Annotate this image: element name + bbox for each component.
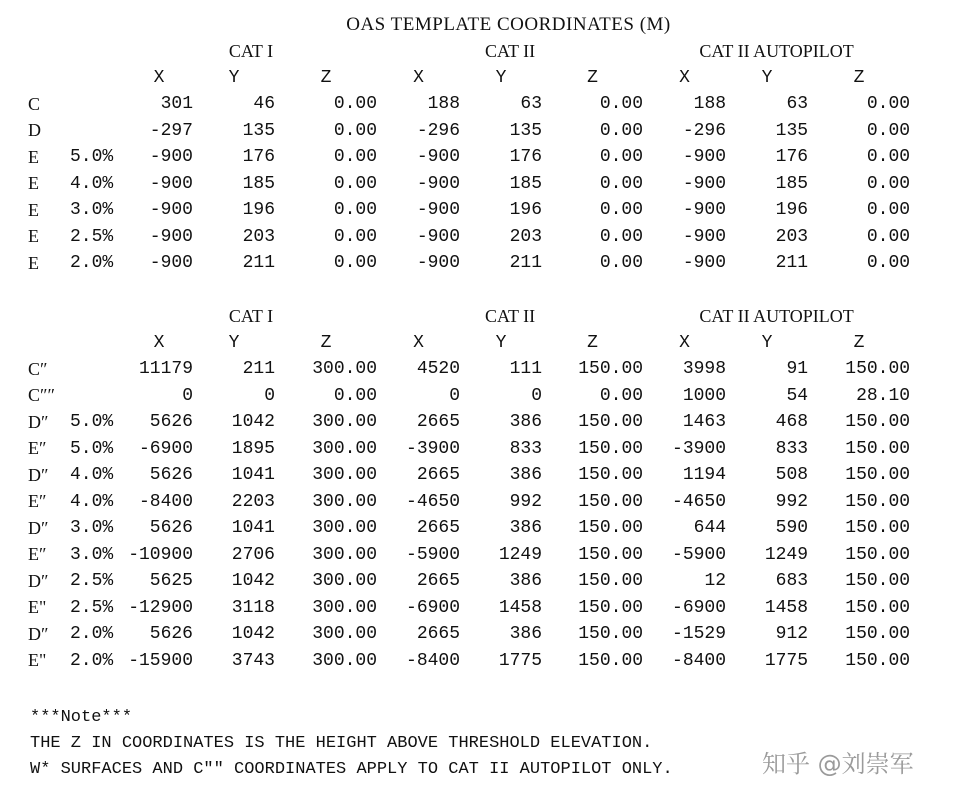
coordinate-value: 0.00 bbox=[333, 120, 378, 141]
coordinate-value: 203 bbox=[775, 226, 809, 247]
spacer bbox=[910, 144, 967, 171]
coordinate-value: 590 bbox=[775, 518, 809, 539]
axis-header: X bbox=[153, 67, 165, 88]
coordinate-value: -900 bbox=[682, 253, 727, 274]
gradient-percent: 2.0% bbox=[70, 624, 114, 645]
coordinate-value: 0.00 bbox=[866, 200, 911, 221]
axis-header: Y bbox=[495, 332, 507, 353]
point-label: E" bbox=[28, 650, 47, 671]
coordinate-value: -5900 bbox=[406, 544, 461, 565]
coordinate-value: 0.00 bbox=[599, 120, 644, 141]
coordinate-value: -5900 bbox=[672, 544, 727, 565]
coordinate-value: 3118 bbox=[231, 597, 275, 618]
coordinate-value: 1041 bbox=[231, 518, 275, 539]
axis-header: Y bbox=[228, 67, 240, 88]
spacer bbox=[910, 383, 967, 410]
gradient-percent: 2.5% bbox=[70, 226, 114, 247]
coordinate-value: -900 bbox=[682, 147, 727, 168]
gradient-percent bbox=[70, 118, 125, 145]
gradient-percent: 5.0% bbox=[70, 438, 114, 459]
coordinate-value: 300.00 bbox=[312, 650, 378, 671]
gradient-percent: 2.0% bbox=[70, 650, 114, 671]
spacer bbox=[910, 489, 967, 516]
table-row bbox=[0, 383, 967, 410]
coordinate-value: 300.00 bbox=[312, 597, 378, 618]
coordinate-value: 176 bbox=[509, 147, 543, 168]
gradient-percent: 4.0% bbox=[70, 491, 114, 512]
coordinate-value: -900 bbox=[149, 147, 193, 168]
coordinate-value: 176 bbox=[775, 147, 809, 168]
coordinate-value: 2665 bbox=[416, 412, 461, 433]
point-label: C″ bbox=[28, 358, 48, 379]
coordinate-value: 0.00 bbox=[599, 173, 644, 194]
coordinate-value: -900 bbox=[149, 226, 193, 247]
coordinate-value: 0.00 bbox=[866, 120, 911, 141]
coordinate-value: 54 bbox=[786, 385, 809, 406]
coordinate-value: 1249 bbox=[498, 544, 543, 565]
point-label: E" bbox=[28, 597, 47, 618]
table-row bbox=[0, 250, 967, 277]
coordinate-value: -900 bbox=[149, 253, 193, 274]
coordinate-value: 188 bbox=[693, 94, 727, 115]
group-header: CAT I bbox=[228, 40, 274, 61]
coordinate-value: -900 bbox=[682, 173, 727, 194]
coordinate-value: 644 bbox=[693, 518, 727, 539]
watermark: 知乎 @刘崇军 bbox=[762, 750, 914, 778]
coordinate-value: -15900 bbox=[128, 650, 193, 671]
coordinate-value: 150.00 bbox=[845, 544, 911, 565]
table-row bbox=[0, 462, 967, 489]
coordinate-value: 992 bbox=[775, 491, 809, 512]
gradient-percent: 4.0% bbox=[70, 173, 114, 194]
coordinate-value: 0.00 bbox=[599, 147, 644, 168]
coordinate-value: 150.00 bbox=[578, 438, 644, 459]
coordinate-value: 28.10 bbox=[856, 385, 911, 406]
axis-header: Z bbox=[320, 67, 332, 88]
coordinate-value: -297 bbox=[149, 120, 193, 141]
spacer bbox=[910, 621, 967, 648]
coordinate-value: 833 bbox=[509, 438, 543, 459]
coordinate-value: 150.00 bbox=[845, 518, 911, 539]
coordinate-value: 211 bbox=[242, 359, 275, 380]
gradient-percent: 3.0% bbox=[70, 544, 114, 565]
coordinate-value: 0 bbox=[449, 385, 461, 406]
coordinate-value: -4650 bbox=[672, 491, 727, 512]
coordinate-value: 0.00 bbox=[599, 226, 644, 247]
spacer bbox=[910, 356, 967, 383]
spacer bbox=[910, 250, 967, 277]
table-row bbox=[0, 595, 967, 622]
coordinate-value: -8400 bbox=[406, 650, 461, 671]
coordinate-value: 300.00 bbox=[312, 518, 378, 539]
gradient-percent: 5.0% bbox=[70, 412, 114, 433]
axis-header-row bbox=[0, 330, 967, 357]
coordinate-value: 0.00 bbox=[866, 173, 911, 194]
coordinate-value: 0.00 bbox=[599, 253, 644, 274]
coordinate-value: 176 bbox=[242, 147, 275, 168]
coordinate-value: 150.00 bbox=[845, 571, 911, 592]
point-label: C bbox=[28, 93, 41, 114]
coordinate-value: 150.00 bbox=[845, 650, 911, 671]
coordinate-value: 386 bbox=[509, 412, 543, 433]
coordinate-value: 1042 bbox=[231, 571, 275, 592]
coordinate-value: 1458 bbox=[764, 597, 809, 618]
coordinate-value: -900 bbox=[149, 200, 193, 221]
coordinate-value: 150.00 bbox=[578, 412, 644, 433]
point-label: E bbox=[28, 226, 39, 247]
spacer bbox=[910, 38, 967, 65]
axis-header: X bbox=[153, 332, 165, 353]
coordinate-value: 150.00 bbox=[845, 412, 911, 433]
coordinate-value: 1042 bbox=[231, 412, 275, 433]
spacer bbox=[910, 542, 967, 569]
note-title: ***Note*** bbox=[30, 708, 133, 727]
coordinate-value: 912 bbox=[775, 624, 809, 645]
coordinate-value: 2665 bbox=[416, 465, 461, 486]
spacer bbox=[910, 515, 967, 542]
point-label: E″ bbox=[28, 544, 47, 565]
coordinate-value: -900 bbox=[416, 226, 461, 247]
table-row bbox=[0, 568, 967, 595]
spacer bbox=[0, 38, 70, 65]
axis-header: X bbox=[413, 332, 424, 353]
coordinate-value: 5626 bbox=[149, 624, 193, 645]
coordinate-value: 12 bbox=[704, 571, 727, 592]
gradient-percent: 5.0% bbox=[70, 147, 114, 168]
coordinate-value: 5626 bbox=[149, 465, 193, 486]
axis-header: Z bbox=[587, 67, 598, 88]
coordinate-value: 4520 bbox=[416, 359, 461, 380]
table-row bbox=[0, 409, 967, 436]
coordinate-value: 135 bbox=[775, 120, 809, 141]
axis-header: Y bbox=[495, 67, 507, 88]
coordinate-value: 150.00 bbox=[578, 518, 644, 539]
coordinate-value: 5625 bbox=[149, 571, 193, 592]
coordinate-value: -12900 bbox=[128, 597, 193, 618]
coordinate-value: 11179 bbox=[138, 359, 193, 380]
spacer bbox=[910, 462, 967, 489]
coordinate-value: 5626 bbox=[149, 412, 193, 433]
point-label: E bbox=[28, 199, 39, 220]
coordinate-value: 185 bbox=[242, 173, 275, 194]
spacer bbox=[910, 197, 967, 224]
table-row bbox=[0, 91, 967, 118]
gradient-percent: 2.5% bbox=[70, 571, 114, 592]
coordinate-value: -4650 bbox=[406, 491, 461, 512]
gradient-percent: 2.0% bbox=[70, 253, 114, 274]
coordinate-value: 300.00 bbox=[312, 359, 378, 380]
gradient-percent: 3.0% bbox=[70, 200, 114, 221]
coordinate-value: 150.00 bbox=[845, 359, 911, 380]
coordinate-value: 683 bbox=[775, 571, 809, 592]
coordinate-value: 111 bbox=[509, 359, 543, 380]
axis-header: Y bbox=[761, 67, 773, 88]
table-row bbox=[0, 648, 967, 675]
coordinate-value: 1041 bbox=[231, 465, 275, 486]
gradient-percent: 3.0% bbox=[70, 518, 114, 539]
coordinate-value: 508 bbox=[775, 465, 809, 486]
coordinate-value: 1194 bbox=[682, 465, 727, 486]
spacer bbox=[910, 648, 967, 675]
coordinate-value: 3743 bbox=[231, 650, 275, 671]
spacer bbox=[910, 436, 967, 463]
coordinate-value: 300.00 bbox=[312, 491, 378, 512]
coordinate-value: -8400 bbox=[672, 650, 727, 671]
coordinate-value: 0.00 bbox=[333, 200, 378, 221]
table-row bbox=[0, 515, 967, 542]
axis-header-row bbox=[0, 65, 967, 92]
table-row bbox=[0, 171, 967, 198]
coordinates-table-1 bbox=[0, 38, 967, 277]
coordinate-value: 196 bbox=[509, 200, 543, 221]
coordinate-value: 2203 bbox=[231, 491, 275, 512]
table-row bbox=[0, 436, 967, 463]
coordinate-value: 0.00 bbox=[333, 385, 378, 406]
point-label: E″ bbox=[28, 491, 47, 512]
point-label: D″ bbox=[28, 464, 49, 485]
coordinate-value: 0.00 bbox=[333, 94, 378, 115]
coordinate-value: 150.00 bbox=[845, 624, 911, 645]
coordinate-value: 150.00 bbox=[578, 650, 644, 671]
coordinate-value: 0.00 bbox=[599, 200, 644, 221]
coordinate-value: 1042 bbox=[231, 624, 275, 645]
coordinate-value: -3900 bbox=[672, 438, 727, 459]
group-header: CAT II bbox=[484, 40, 536, 61]
coordinate-value: 63 bbox=[786, 94, 809, 115]
coordinate-value: 301 bbox=[160, 94, 193, 115]
coordinate-value: -900 bbox=[416, 200, 461, 221]
axis-header: X bbox=[413, 67, 424, 88]
point-label: E bbox=[28, 252, 39, 273]
group-header: CAT II AUTOPILOT bbox=[699, 40, 854, 61]
coordinate-value: 300.00 bbox=[312, 465, 378, 486]
coordinate-value: 468 bbox=[775, 412, 809, 433]
table-row bbox=[0, 197, 967, 224]
point-label: D bbox=[28, 120, 41, 141]
table-row bbox=[0, 224, 967, 251]
coordinate-value: 0.00 bbox=[333, 253, 378, 274]
coordinate-value: 300.00 bbox=[312, 571, 378, 592]
point-label: D″ bbox=[28, 411, 49, 432]
coordinate-value: 0.00 bbox=[333, 173, 378, 194]
note-line: W* SURFACES AND C″″ COORDINATES APPLY TO CAT II AUTOPILOT ONLY. bbox=[30, 760, 673, 779]
coordinate-value: 150.00 bbox=[845, 597, 911, 618]
coordinate-value: 211 bbox=[509, 253, 543, 274]
coordinate-value: 211 bbox=[242, 253, 275, 274]
axis-header: X bbox=[679, 332, 690, 353]
spacer bbox=[910, 91, 967, 118]
spacer bbox=[0, 330, 70, 357]
table-row bbox=[0, 118, 967, 145]
coordinate-value: 203 bbox=[242, 226, 275, 247]
coordinate-value: 300.00 bbox=[312, 544, 378, 565]
coordinate-value: 196 bbox=[242, 200, 275, 221]
coordinate-value: 185 bbox=[775, 173, 809, 194]
coordinate-value: 0.00 bbox=[333, 226, 378, 247]
coordinate-value: 0 bbox=[531, 385, 543, 406]
axis-header: Y bbox=[228, 332, 240, 353]
gradient-percent bbox=[70, 91, 125, 118]
point-label: C″″ bbox=[28, 385, 55, 406]
coordinate-value: 150.00 bbox=[578, 465, 644, 486]
coordinate-value: 150.00 bbox=[578, 597, 644, 618]
spacer bbox=[910, 171, 967, 198]
axis-header: Z bbox=[587, 332, 598, 353]
coordinate-value: 992 bbox=[509, 491, 543, 512]
coordinate-value: -900 bbox=[416, 253, 461, 274]
coordinate-value: -900 bbox=[416, 147, 461, 168]
point-label: E bbox=[28, 173, 39, 194]
point-label: D″ bbox=[28, 517, 49, 538]
coordinate-value: 1775 bbox=[498, 650, 543, 671]
coordinate-value: 0.00 bbox=[866, 226, 911, 247]
coordinate-value: 1895 bbox=[231, 438, 275, 459]
table-row bbox=[0, 144, 967, 171]
coordinate-value: 211 bbox=[775, 253, 809, 274]
spacer bbox=[70, 38, 125, 65]
coordinate-value: 0.00 bbox=[866, 147, 911, 168]
coordinate-value: -900 bbox=[149, 173, 193, 194]
coordinate-value: 2665 bbox=[416, 518, 461, 539]
coordinate-value: -6900 bbox=[406, 597, 461, 618]
coordinate-value: 0.00 bbox=[866, 253, 911, 274]
point-label: D″ bbox=[28, 623, 49, 644]
coordinate-value: 150.00 bbox=[845, 465, 911, 486]
coordinate-value: 91 bbox=[786, 359, 809, 380]
coordinate-value: 386 bbox=[509, 571, 543, 592]
axis-header: Z bbox=[853, 67, 865, 88]
spacer bbox=[910, 409, 967, 436]
coordinate-value: 150.00 bbox=[578, 544, 644, 565]
spacer bbox=[910, 224, 967, 251]
coordinate-value: 135 bbox=[242, 120, 275, 141]
coordinate-value: 0 bbox=[182, 385, 193, 406]
group-header: CAT II bbox=[484, 305, 536, 326]
gradient-percent: 2.5% bbox=[70, 597, 114, 618]
spacer bbox=[910, 595, 967, 622]
spacer bbox=[910, 568, 967, 595]
coordinate-value: -296 bbox=[416, 120, 461, 141]
gradient-percent bbox=[70, 383, 125, 410]
coordinate-value: 0.00 bbox=[599, 385, 644, 406]
axis-header: Z bbox=[320, 332, 332, 353]
group-header: CAT I bbox=[228, 305, 274, 326]
group-header: CAT II AUTOPILOT bbox=[699, 305, 854, 326]
coordinate-value: 63 bbox=[520, 94, 543, 115]
coordinate-value: 150.00 bbox=[578, 491, 644, 512]
coordinate-value: 1458 bbox=[498, 597, 543, 618]
spacer bbox=[910, 303, 967, 330]
coordinate-value: -900 bbox=[682, 200, 727, 221]
coordinate-value: 386 bbox=[509, 624, 543, 645]
coordinate-value: 203 bbox=[509, 226, 543, 247]
note-line: THE Z IN COORDINATES IS THE HEIGHT ABOVE THRESHOLD ELEVATION. bbox=[30, 734, 653, 753]
coordinate-value: -296 bbox=[682, 120, 727, 141]
axis-header: Z bbox=[853, 332, 865, 353]
coordinate-value: 2706 bbox=[231, 544, 275, 565]
group-header-row bbox=[0, 38, 967, 65]
coordinate-value: 150.00 bbox=[578, 571, 644, 592]
coordinate-value: 188 bbox=[427, 94, 461, 115]
spacer bbox=[910, 118, 967, 145]
spacer bbox=[70, 65, 125, 92]
coordinate-value: 150.00 bbox=[578, 624, 644, 645]
axis-header: Y bbox=[761, 332, 773, 353]
coordinate-value: 2665 bbox=[416, 624, 461, 645]
point-label: E″ bbox=[28, 438, 47, 459]
coordinate-value: 386 bbox=[509, 465, 543, 486]
page-title: OAS TEMPLATE COORDINATES (M) bbox=[346, 14, 671, 35]
coordinate-value: 300.00 bbox=[312, 412, 378, 433]
axis-header: X bbox=[679, 67, 690, 88]
group-header-row bbox=[0, 303, 967, 330]
coordinate-value: -6900 bbox=[138, 438, 193, 459]
spacer bbox=[0, 65, 70, 92]
point-label: E bbox=[28, 146, 39, 167]
coordinate-value: -1529 bbox=[672, 624, 727, 645]
coordinate-value: -900 bbox=[682, 226, 727, 247]
spacer bbox=[910, 65, 967, 92]
table-row bbox=[0, 489, 967, 516]
spacer bbox=[910, 330, 967, 357]
gradient-percent: 4.0% bbox=[70, 465, 114, 486]
coordinate-value: 1249 bbox=[764, 544, 809, 565]
coordinate-value: 300.00 bbox=[312, 624, 378, 645]
coordinate-value: 150.00 bbox=[845, 438, 911, 459]
coordinate-value: 300.00 bbox=[312, 438, 378, 459]
coordinate-value: 1463 bbox=[682, 412, 727, 433]
coordinate-value: 196 bbox=[775, 200, 809, 221]
coordinate-value: 150.00 bbox=[845, 491, 911, 512]
coordinate-value: 150.00 bbox=[578, 359, 644, 380]
spacer bbox=[0, 303, 70, 330]
coordinate-value: 0.00 bbox=[599, 94, 644, 115]
coordinate-value: 833 bbox=[775, 438, 809, 459]
coordinate-value: -900 bbox=[416, 173, 461, 194]
spacer bbox=[70, 303, 125, 330]
coordinate-value: 386 bbox=[509, 518, 543, 539]
coordinate-value: 5626 bbox=[149, 518, 193, 539]
coordinates-table-2 bbox=[0, 303, 967, 674]
coordinate-value: 0.00 bbox=[333, 147, 378, 168]
table-row bbox=[0, 356, 967, 383]
coordinate-value: -10900 bbox=[128, 544, 193, 565]
coordinate-value: 185 bbox=[509, 173, 543, 194]
coordinate-value: 46 bbox=[253, 94, 275, 115]
coordinate-value: 1000 bbox=[682, 385, 727, 406]
coordinate-value: 0 bbox=[264, 385, 275, 406]
coordinate-value: 2665 bbox=[416, 571, 461, 592]
coordinate-value: -8400 bbox=[138, 491, 193, 512]
coordinate-value: 1775 bbox=[764, 650, 809, 671]
gradient-percent bbox=[70, 356, 125, 383]
point-label: D″ bbox=[28, 570, 49, 591]
coordinate-value: 135 bbox=[509, 120, 543, 141]
coordinate-value: 0.00 bbox=[866, 94, 911, 115]
table-row bbox=[0, 542, 967, 569]
spacer bbox=[70, 330, 125, 357]
coordinate-value: 3998 bbox=[682, 359, 727, 380]
table-row bbox=[0, 621, 967, 648]
coordinate-value: -3900 bbox=[406, 438, 461, 459]
coordinate-value: -6900 bbox=[672, 597, 727, 618]
